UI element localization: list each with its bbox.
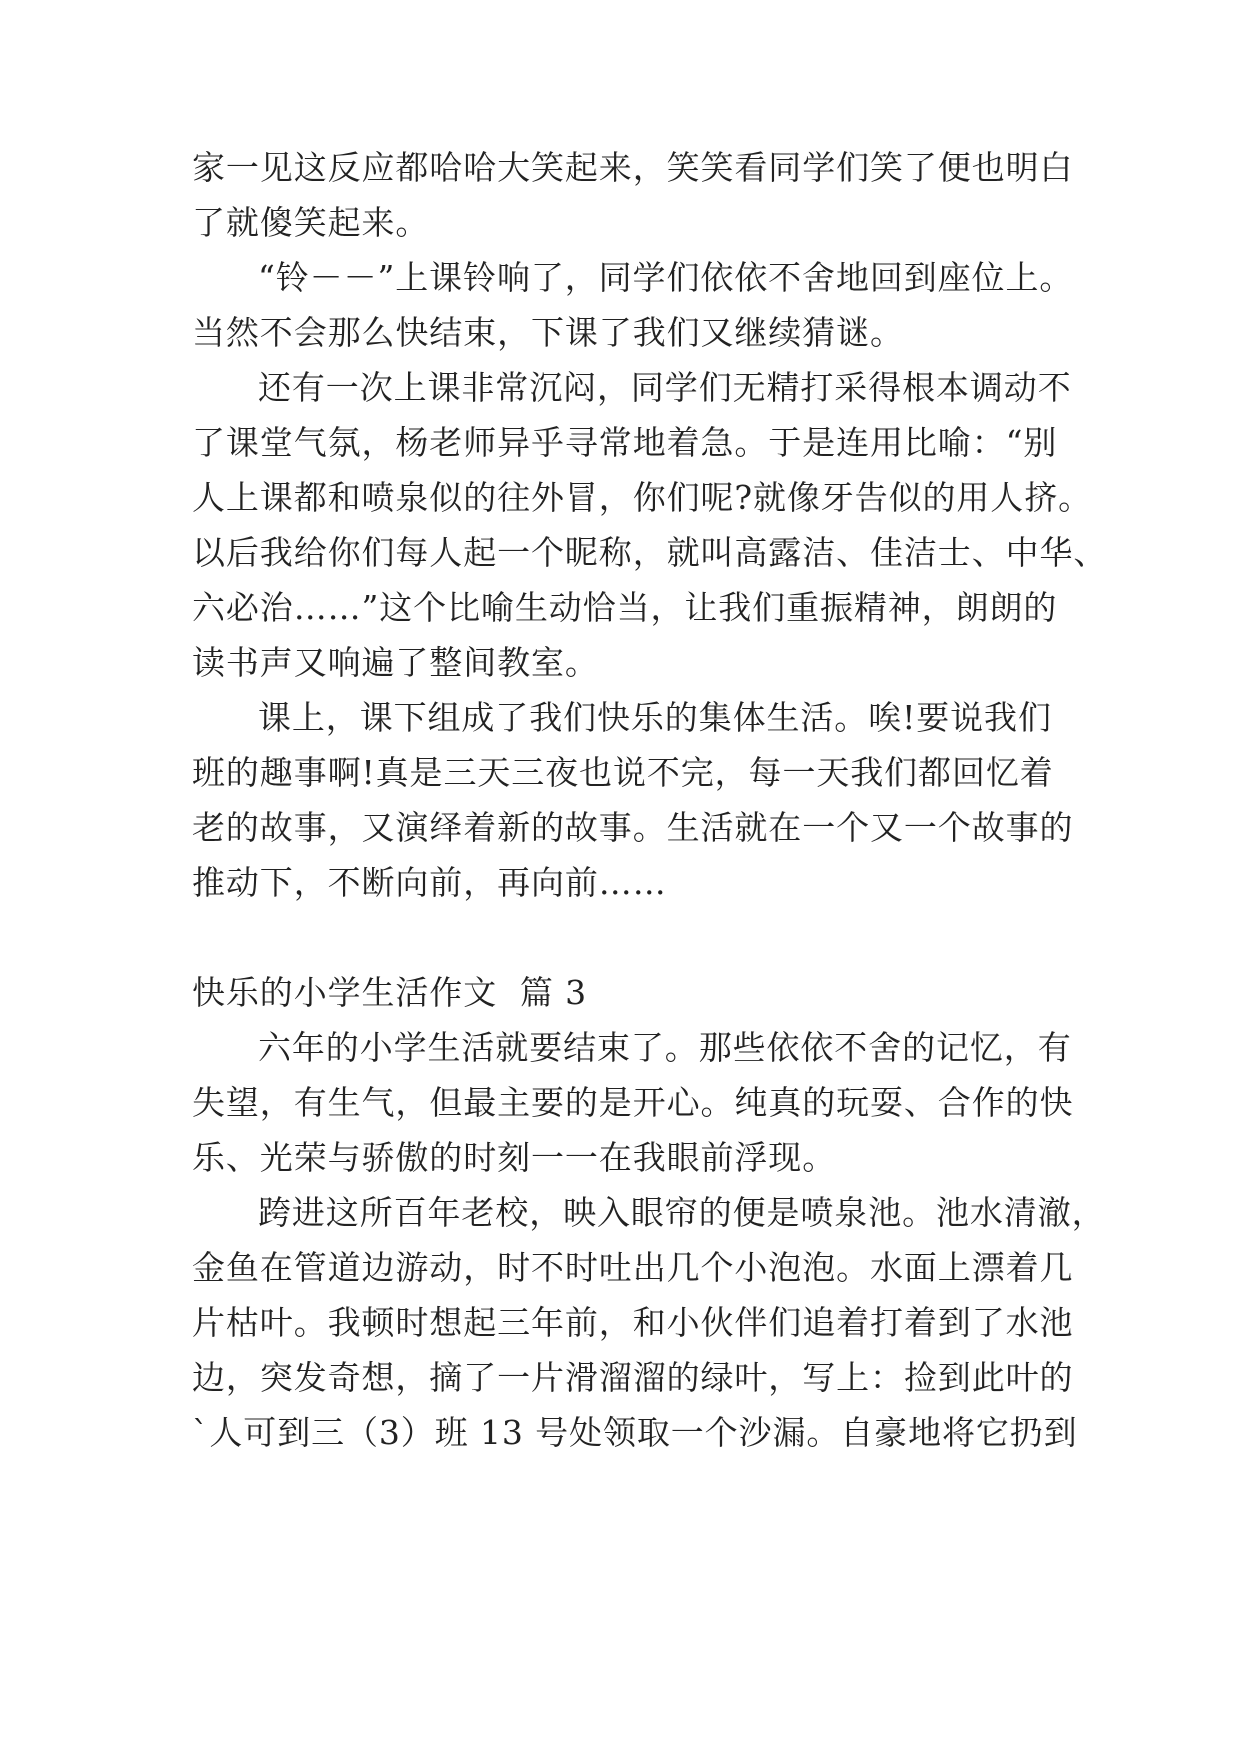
text-line: 乐、光荣与骄傲的时刻一一在我眼前浮现。 (192, 1138, 837, 1177)
text-line: 还有一次上课非常沉闷，同学们无精打采得根本调动不 (258, 368, 1072, 407)
text-line: 了课堂气氛，杨老师异乎寻常地着急。于是连用比喻：“别 (192, 423, 1058, 462)
text-line: 推动下，不断向前，再向前…… (192, 863, 667, 902)
text-line: 以后我给你们每人起一个昵称，就叫高露洁、佳洁士、中华、 (192, 533, 1108, 572)
text-line: 家一见这反应都哈哈大笑起来，笑笑看同学们笑了便也明白 (192, 148, 1074, 187)
text-line: 班的趣事啊!真是三天三夜也说不完，每一天我们都回忆着 (192, 753, 1054, 792)
text-line: 老的故事，又演绎着新的故事。生活就在一个又一个故事的 (192, 808, 1074, 847)
section-heading: 快乐的小学生活作文 篇 3 (192, 973, 588, 1012)
text-line: 六必治……”这个比喻生动恰当，让我们重振精神，朗朗的 (192, 588, 1058, 627)
text-line: 边，突发奇想，摘了一片滑溜溜的绿叶，写上：捡到此叶的 (192, 1358, 1074, 1397)
text-line: 金鱼在管道边游动，时不时吐出几个小泡泡。水面上漂着几 (192, 1248, 1074, 1287)
text-line: 六年的小学生活就要结束了。那些依依不舍的记忆，有 (258, 1028, 1072, 1067)
text-line: 跨进这所百年老校，映入眼帘的便是喷泉池。池水清澈， (258, 1193, 1106, 1232)
text-line: 失望，有生气，但最主要的是开心。纯真的玩耍、合作的快 (192, 1083, 1074, 1122)
text-line: 课上，课下组成了我们快乐的集体生活。唉!要说我们 (258, 698, 1052, 737)
text-line: 当然不会那么快结束，下课了我们又继续猜谜。 (192, 313, 904, 352)
text-line: 人上课都和喷泉似的往外冒，你们呢?就像牙告似的用人挤。 (192, 478, 1092, 517)
text-line: 读书声又响遍了整间教室。 (192, 643, 599, 682)
text-line: 了就傻笑起来。 (192, 203, 430, 242)
text-line: 片枯叶。我顿时想起三年前，和小伙伴们追着打着到了水池 (192, 1303, 1074, 1342)
text-line: `人可到三（3）班 13 号处领取一个沙漏。自豪地将它扔到 (192, 1413, 1078, 1452)
text-line: “铃－－”上课铃响了，同学们依依不舍地回到座位上。 (258, 258, 1074, 297)
